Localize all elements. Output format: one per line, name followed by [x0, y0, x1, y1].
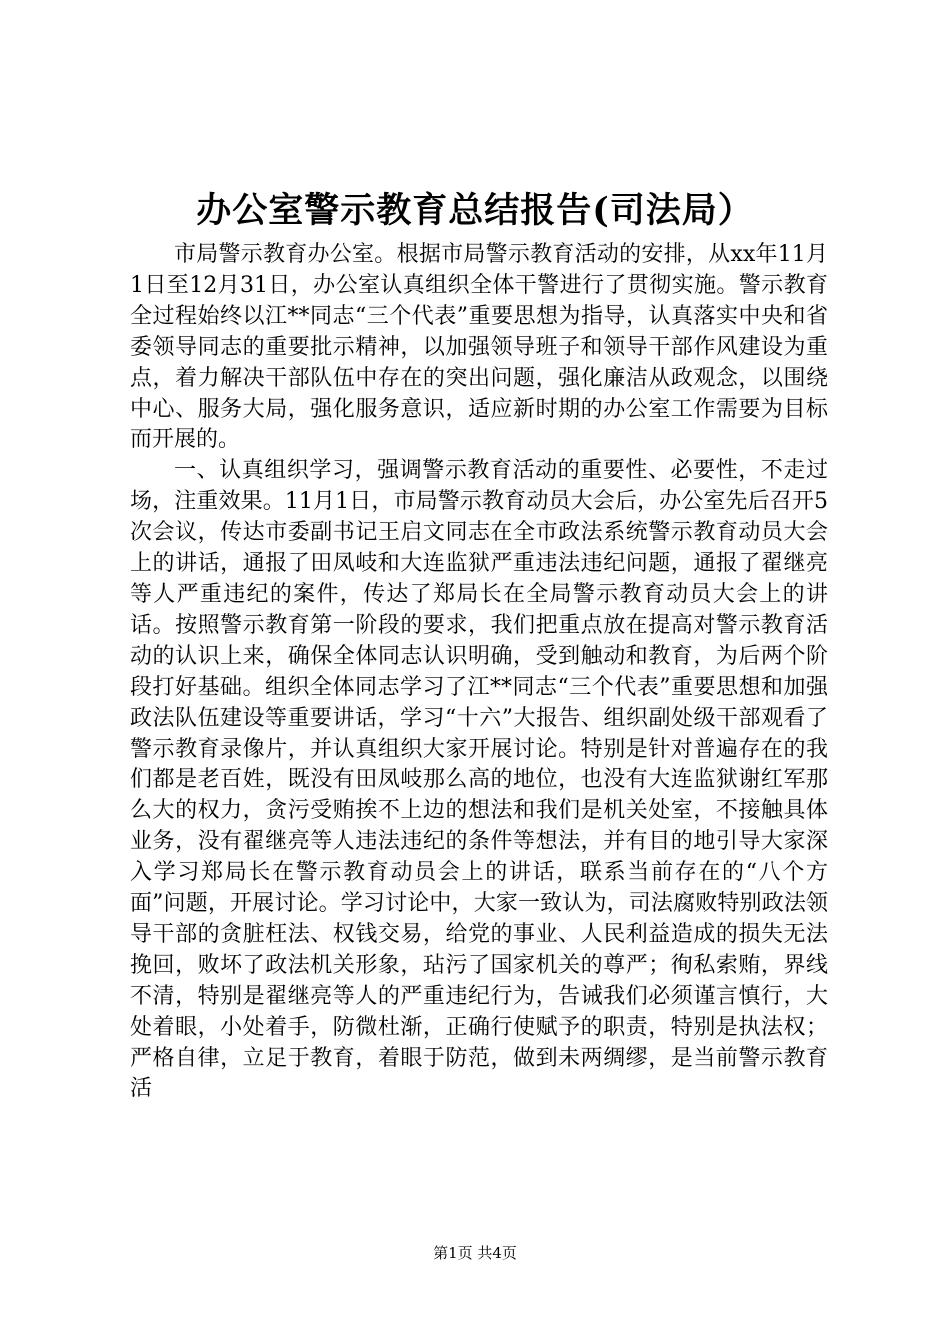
page-number-footer: 第1页 共4页 — [433, 1244, 517, 1262]
paragraph-section-one: 一、认真组织学习，强调警示教育活动的重要性、必要性，不走过场，注重效果。11月1日，市局警示教育动员大会后，办公室先后召开5次会议，传达市委副书记王启文同志在全市政法系统警示教育动员大会上的讲话，通报了田凤岐和大连监狱严重违法违纪问题，通报了翟继亮等人严重违纪的案件，传达了郑局长在全局警示教育动员大会上的讲话。按照警示教育第一阶段的要求，我们把重点放在提高对警示教育活动的认识上来，确保全体同志认识明确，受到触动和教育，为后两个阶段打好基础。组织全体同志学习了江**同志“三个代表”重要思想和加强政法队伍建设等重要讲话，学习“十六”大报告、组织副处级干部观看了警示教育录像片，并认真组织大家开展讨论。特别是针对普遍存在的我们都是老百姓，既没有田凤岐那么高的地位，也没有大连监狱谢红军那么大的权力，贪污受贿挨不上边的想法和我们是机关处室，不接触具体业务，没有翟继亮等人违法违纪的条件等想法，并有目的地引导大家深入学习郑局长在警示教育动员会上的讲话，联系当前存在的“八个方面”问题，开展讨论。学习讨论中，大家一致认为，司法腐败特别政法领导干部的贪脏枉法、权钱交易，给党的事业、人民利益造成的损失无法挽回，败坏了政法机关形象，玷污了国家机关的尊严；徇私索贿，界线不清，特别是翟继亮等人的严重违纪行为，告诫我们必须谨言慎行，大处着眼，小处着手，防微杜渐，正确行使赋予的职责，特别是执法权；严格自律，立足于教育，着眼于防范，做到未两绸缪，是当前警示教育活 — [130, 458, 828, 1102]
paragraph-intro: 市局警示教育办公室。根据市局警示教育活动的安排，从xx年11月1日至12月31日，办公室认真组织全体干警进行了贯彻实施。警示教育全过程始终以江**同志“三个代表”重要思想为指导，认真落实中央和省委领导同志的重要批示精神，以加强领导班子和领导干部作风建设为重点，着力解决干部队伍中存在的突出问题，强化廉洁从政观念，以围绕中心、服务大局，强化服务意识，适应新时期的办公室工作需要为目标而开展的。 — [130, 242, 828, 453]
document-body — [130, 240, 828, 1105]
document-title: 办公室警示教育总结报告(司法局） — [196, 190, 754, 231]
